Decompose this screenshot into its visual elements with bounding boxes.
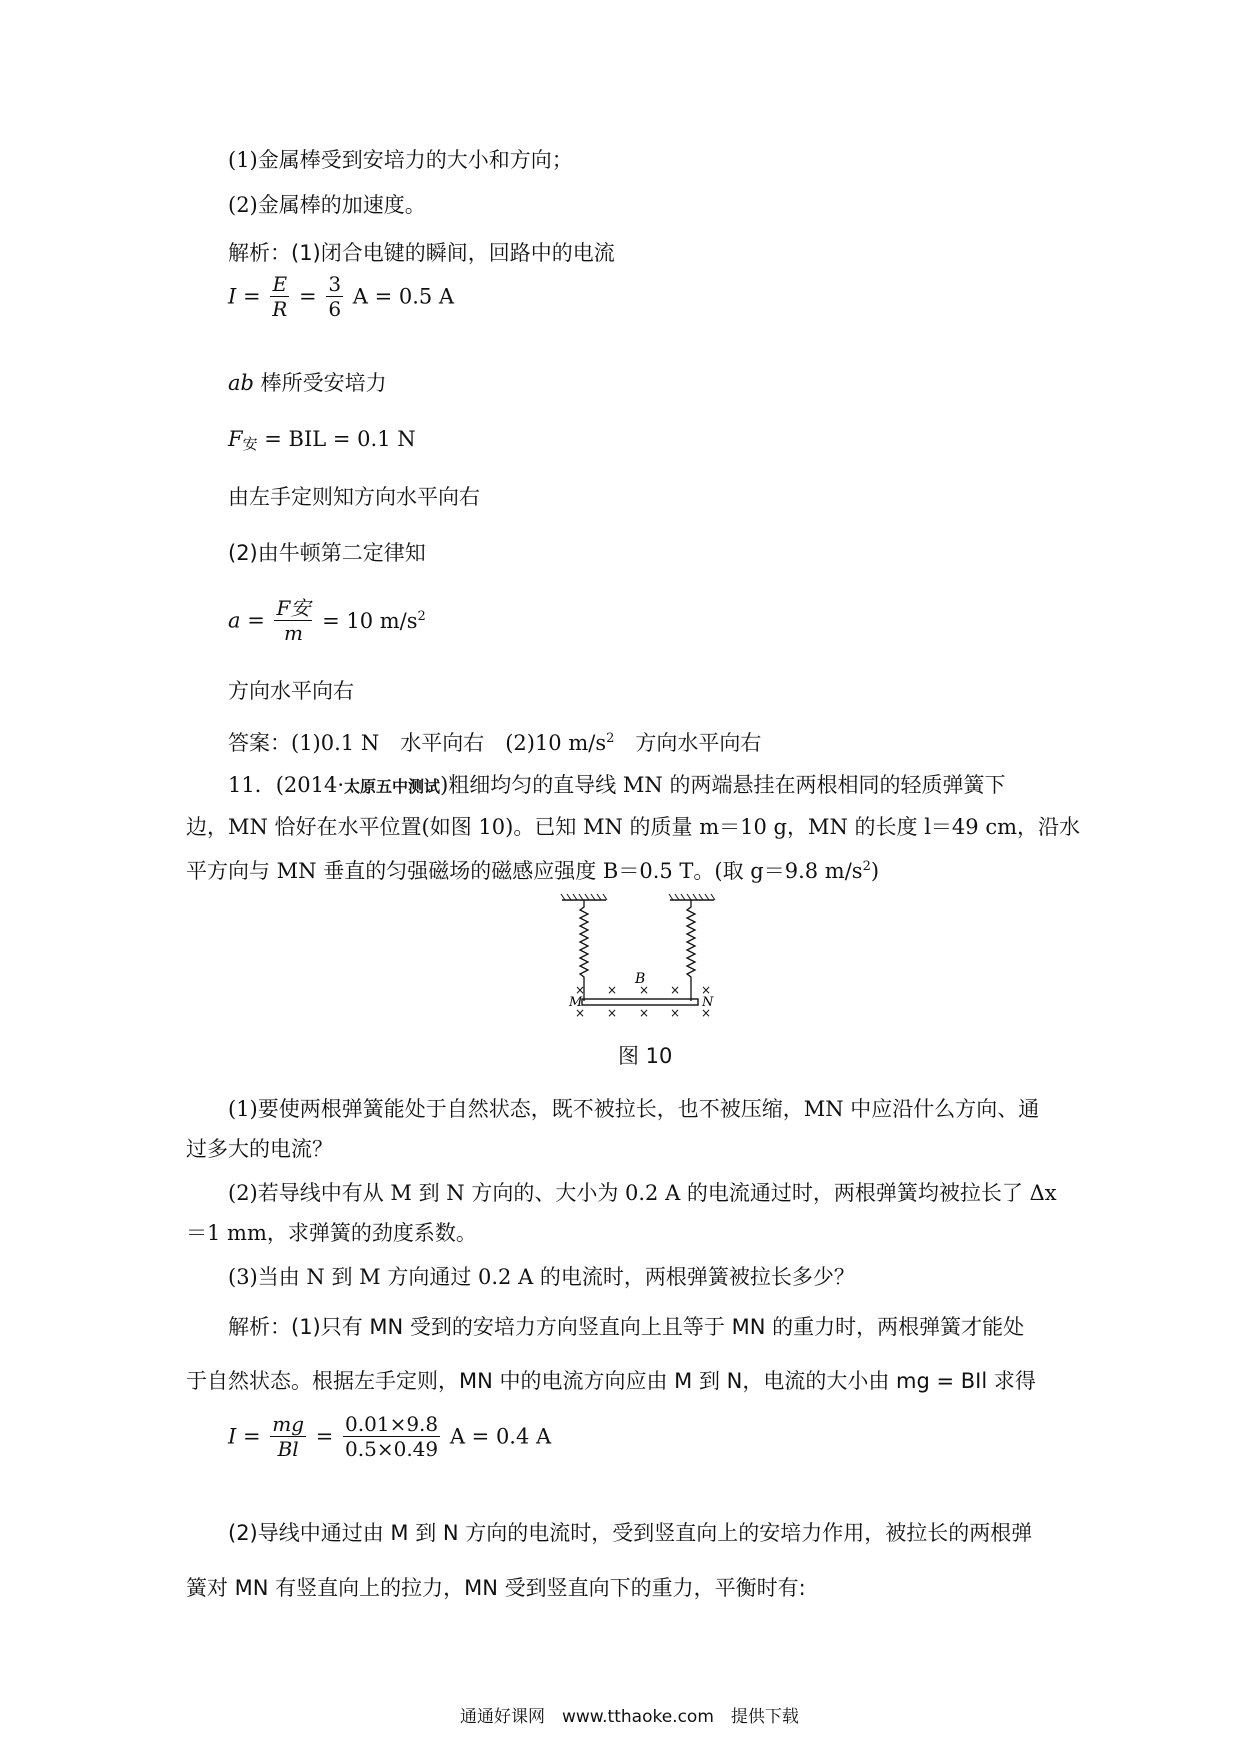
eq3-result xyxy=(322,609,426,633)
eq1-denominator: R xyxy=(272,297,288,321)
equation-force xyxy=(228,424,416,459)
wire-mn xyxy=(582,999,698,1005)
p11-question-2b: ＝1 mm，求弹簧的劲度系数。 xyxy=(186,1221,477,1245)
question-1: (1)金属棒受到安培力的大小和方向； xyxy=(228,148,573,172)
eq4-denominator: Bl xyxy=(277,1437,299,1461)
fraction-mg-over-bl xyxy=(270,1412,306,1461)
label-b: B xyxy=(635,971,646,987)
answer-sup: 2 xyxy=(606,731,615,746)
p11-l1-a: 11．(2014· xyxy=(228,773,345,797)
p11-question-3: (3)当由 N 到 M 方向通过 0.2 A 的电流时，两根弹簧被拉长多少？ xyxy=(228,1265,855,1289)
eq3-lhs: a = xyxy=(228,608,265,633)
field-cross: × xyxy=(701,983,712,997)
field-cross: × xyxy=(607,1006,618,1020)
left-ceiling-icon xyxy=(561,894,607,900)
eq3-numerator: F安 xyxy=(276,596,311,620)
fraction-e-over-r xyxy=(270,272,289,321)
part-2-intro: (2)由牛顿第二定律知 xyxy=(228,541,426,565)
answer-part-b: 方向水平向右 xyxy=(614,731,762,755)
field-cross: × xyxy=(639,983,650,997)
right-ceiling-icon xyxy=(669,894,715,900)
p11-question-2a: (2)若导线中有从 M 到 N 方向的、大小为 0.2 A 的电流通过时，两根弹簧均被拉长了 Δx xyxy=(228,1181,1057,1205)
field-cross: × xyxy=(607,983,618,997)
eq3-denominator: m xyxy=(283,621,303,645)
direction-1: 由左手定则知方向水平向右 xyxy=(228,485,480,509)
label-n: N xyxy=(702,995,714,1010)
eq2-rhs: = BIL = 0.1 N xyxy=(257,427,416,451)
eq1-num2: 3 xyxy=(328,272,342,296)
spring-wire-figure xyxy=(560,893,730,1023)
eq4-result: A = 0.4 A xyxy=(449,1424,552,1449)
force-label-text: 棒所受安培力 xyxy=(253,371,387,395)
equation-current xyxy=(228,272,454,321)
solution2-line3: (2)导线中通过由 M 到 N 方向的电流时，受到竖直向上的安培力作用，被拉长的两根弹 xyxy=(228,1521,1033,1545)
eq3-result-text: = 10 m/s xyxy=(322,608,418,633)
p11-question-1b: 过多大的电流？ xyxy=(186,1137,333,1161)
eq4-numerator: mg xyxy=(272,1412,305,1436)
field-cross: × xyxy=(575,1006,586,1020)
field-cross: × xyxy=(575,983,586,997)
answer-line xyxy=(228,724,761,758)
p11-l3-b: ) xyxy=(870,859,880,883)
eq1-result: A = 0.5 A xyxy=(352,284,455,309)
eq4-den2: 0.5×0.49 xyxy=(345,1437,439,1461)
equation-current-2 xyxy=(228,1412,551,1461)
fraction-numeric xyxy=(343,1412,440,1461)
solution2-line4: 簧对 MN 有竖直向上的拉力，MN 受到竖直向下的重力，平衡时有: xyxy=(186,1576,806,1600)
p11-question-1a: (1)要使两根弹簧能处于自然状态，既不被拉长，也不被压缩，MN 中应沿什么方向、通 xyxy=(228,1097,1040,1121)
eq2-lhs: F xyxy=(228,427,243,451)
footer-source: 通通好课网 www.tthaoke.com 提供下载 xyxy=(460,1707,799,1727)
solution-intro: 解析：(1)闭合电键的瞬间，回路中的电流 xyxy=(228,241,615,265)
eq1-numerator: E xyxy=(270,272,289,297)
field-cross: × xyxy=(670,1006,681,1020)
field-cross: × xyxy=(701,1006,712,1020)
problem-11-line3 xyxy=(186,852,879,886)
eq4-num2: 0.01×9.8 xyxy=(345,1412,439,1436)
fraction-f-over-m xyxy=(274,596,312,645)
eq4-equals: = xyxy=(315,1424,334,1449)
p11-l1-b: )粗细均匀的直导线 MN 的两端悬挂在两根相同的轻质弹簧下 xyxy=(440,773,1006,797)
p11-l3-sup: 2 xyxy=(862,859,871,874)
force-label xyxy=(228,368,387,398)
p11-l3-a: 平方向与 MN 垂直的匀强磁场的磁感应强度 B＝0.5 T。(取 g＝9.8 m/s xyxy=(186,859,863,883)
equation-acceleration xyxy=(228,596,426,645)
eq1-lhs: I = xyxy=(228,284,261,309)
eq2-sub: 安 xyxy=(242,435,258,453)
figure-caption: 图 10 xyxy=(618,1044,673,1068)
answer-part-a: 答案：(1)0.1 N 水平向右 (2)10 m/s xyxy=(228,731,607,755)
eq3-sup: 2 xyxy=(417,608,426,624)
eq4-lhs: I = xyxy=(228,1424,261,1449)
question-2: (2)金属棒的加速度。 xyxy=(228,193,426,217)
force-label-var: ab xyxy=(228,371,254,395)
solution2-line2: 于自然状态。根据左手定则，MN 中的电流方向应由 M 到 N，电流的大小由 mg = BIl 求得 xyxy=(186,1369,1036,1393)
right-spring-icon xyxy=(687,900,695,1001)
problem-11-line1 xyxy=(228,770,1005,802)
field-cross: × xyxy=(639,1006,650,1020)
solution2-line1: 解析：(1)只有 MN 受到的安培力方向竖直向上且等于 MN 的重力时，两根弹簧才能处 xyxy=(228,1315,1025,1339)
eq1-den2: 6 xyxy=(328,297,342,321)
fraction-3-over-6 xyxy=(326,272,343,321)
label-m: M xyxy=(569,995,583,1010)
p11-source: 太原五中测试 xyxy=(344,777,441,796)
eq1-equals: = xyxy=(299,284,317,309)
direction-2: 方向水平向右 xyxy=(228,679,354,703)
field-cross: × xyxy=(670,983,681,997)
problem-11-line2: 边，MN 恰好在水平位置(如图 10)。已知 MN 的质量 m＝10 g，MN 的长度 l＝49 cm，沿水 xyxy=(186,815,1081,839)
